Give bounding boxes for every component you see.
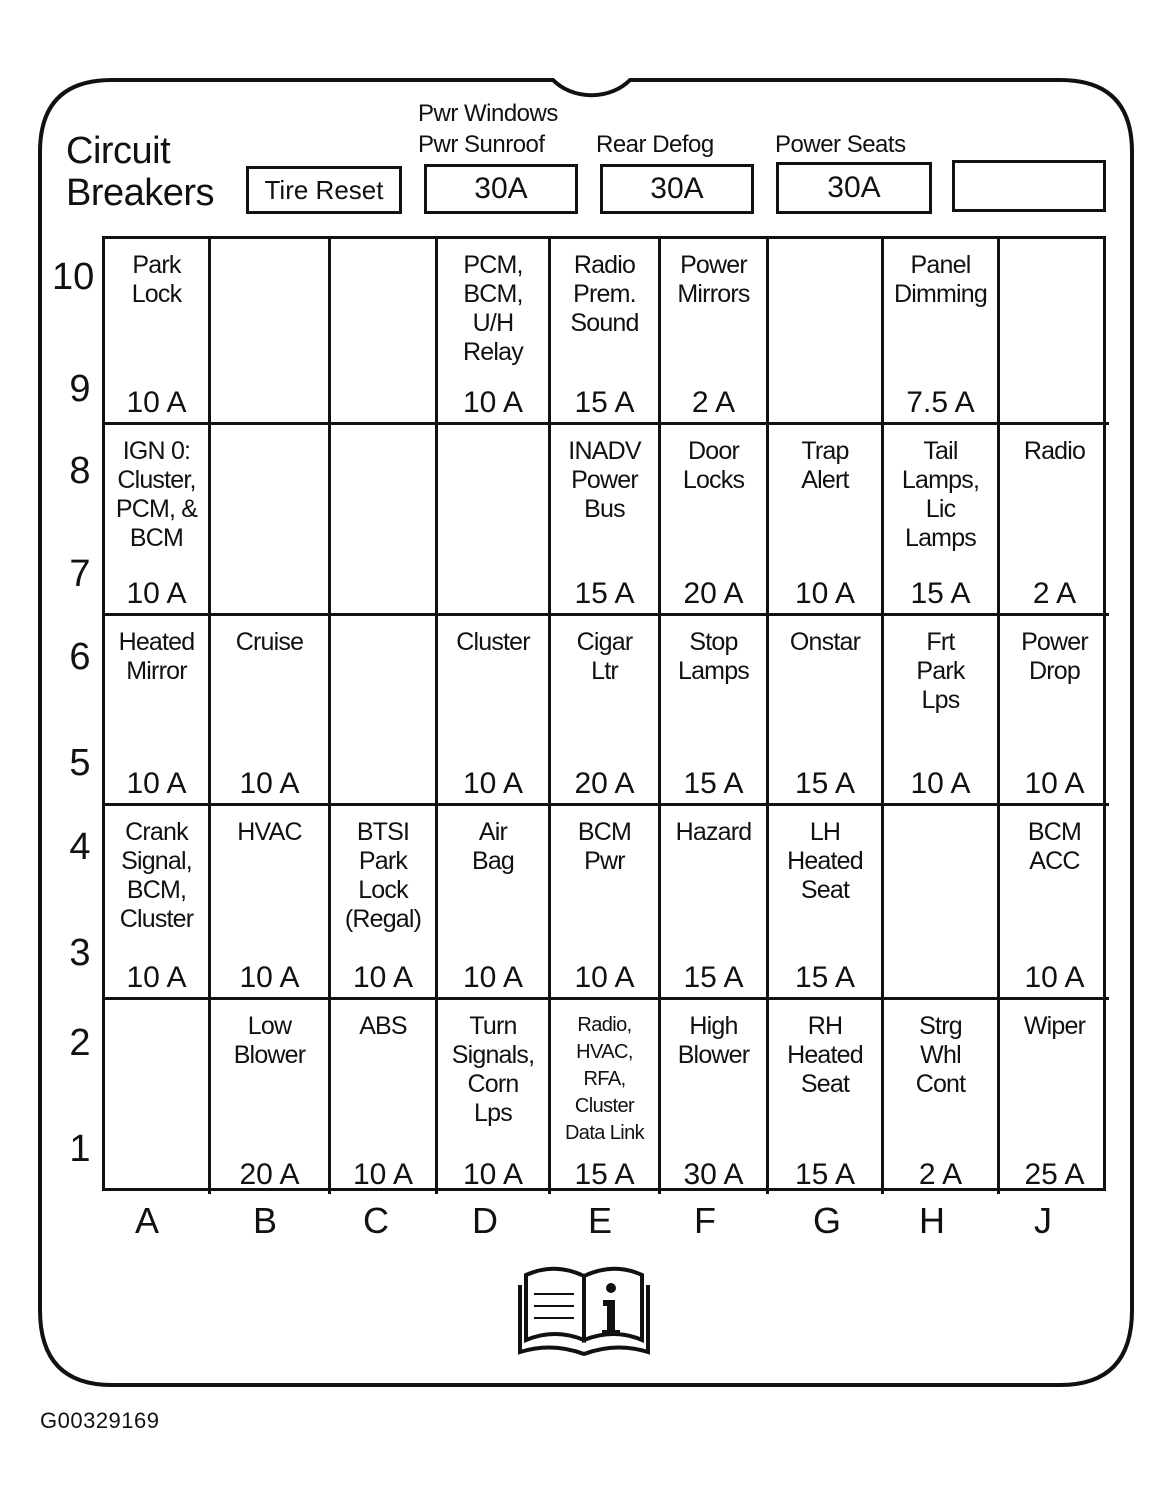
fuse-amperage: 10 A xyxy=(462,386,524,419)
fuse-amperage: 10 A xyxy=(574,961,635,994)
fuse-cell-g-1 xyxy=(769,239,884,425)
fuse-cell-h-4 xyxy=(884,806,1000,1000)
breaker-label-pwr-windows: Pwr Windows Pwr Sunroof xyxy=(418,100,558,158)
fuse-amperage: 10 A xyxy=(239,961,300,994)
fuse-amperage: 10 A xyxy=(1024,961,1085,994)
fuse-circuit-label: Power Mirrors xyxy=(677,251,750,308)
fuse-amperage: 15 A xyxy=(794,1158,856,1191)
fuse-circuit-label: Trap Alert xyxy=(801,437,849,494)
fuse-amperage: 10 A xyxy=(462,961,524,994)
fuse-amperage: 10 A xyxy=(462,1158,524,1191)
fuse-circuit-label: Low Blower xyxy=(233,1012,306,1069)
fuse-cell-c-4 xyxy=(331,806,438,1000)
fuse-circuit-label: BCM Pwr xyxy=(577,818,632,875)
fuse-cell-a-1 xyxy=(105,239,211,425)
fuse-amperage: 2 A xyxy=(918,1158,963,1191)
fuse-cell-a-5 xyxy=(105,1000,211,1194)
fuse-amperage: 20 A xyxy=(683,577,744,610)
fuse-cell-h-5 xyxy=(884,1000,1000,1194)
fuse-cell-f-3 xyxy=(661,616,769,806)
fuse-circuit-label: Panel Dimming xyxy=(893,251,988,308)
fuse-circuit-label: Onstar xyxy=(789,628,861,656)
owners-manual-info-icon xyxy=(520,1269,648,1354)
row-number-4: 4 xyxy=(69,826,91,868)
fuse-circuit-label: Turn Signals, Corn Lps xyxy=(451,1012,535,1127)
fuse-cell-d-3 xyxy=(438,616,551,806)
fuse-circuit-label: INADV Power Bus xyxy=(568,437,641,523)
row-number-2: 2 xyxy=(69,1022,91,1064)
fuse-circuit-label: Crank Signal, BCM, Cluster xyxy=(119,818,194,933)
row-number-8: 8 xyxy=(69,450,91,492)
fuse-circuit-label: High Blower xyxy=(677,1012,750,1069)
fuse-cell-a-3 xyxy=(105,616,211,806)
row-number-1: 1 xyxy=(69,1128,91,1170)
breaker-label-power-seats: Power Seats xyxy=(775,131,906,158)
fuse-circuit-label: RH Heated Seat xyxy=(787,1012,863,1098)
fuse-amperage: 10 A xyxy=(910,767,971,800)
fuse-circuit-label: Cluster xyxy=(456,628,530,656)
fuse-cell-a-4 xyxy=(105,806,211,1000)
column-letter-e: E xyxy=(588,1200,613,1241)
fuse-cell-f-2 xyxy=(661,425,769,616)
fuse-cell-d-1 xyxy=(438,239,551,425)
fuse-amperage: 10 A xyxy=(239,767,300,800)
fuse-amperage: 15 A xyxy=(574,577,635,610)
fuse-circuit-label: Air Bag xyxy=(471,818,515,875)
breaker-label-rear-defog: Rear Defog xyxy=(596,131,714,158)
fuse-amperage: 10 A xyxy=(462,767,524,800)
fuse-amperage: 15 A xyxy=(794,767,856,800)
column-letter-b: B xyxy=(253,1200,278,1241)
fuse-cell-d-4 xyxy=(438,806,551,1000)
fuse-cell-f-4 xyxy=(661,806,769,1000)
column-letter-a: A xyxy=(135,1200,160,1241)
row-number-7: 7 xyxy=(69,553,91,595)
fuse-circuit-label: Park Lock xyxy=(131,251,182,308)
column-letter-g: G xyxy=(813,1200,842,1241)
column-letter-c: C xyxy=(363,1200,389,1241)
breaker-pwr-windows: 30A xyxy=(424,164,578,214)
fuse-cell-c-1 xyxy=(331,239,438,425)
fuse-cell-j-3 xyxy=(1000,616,1109,806)
fuse-circuit-label: PCM, BCM, U/H Relay xyxy=(463,251,523,366)
fuse-circuit-label: Stop Lamps xyxy=(677,628,750,685)
fuse-circuit-label: Hazard xyxy=(675,818,752,846)
fuse-circuit-label: BTSI Park Lock (Regal) xyxy=(344,818,422,933)
fuse-amperage: 15 A xyxy=(683,767,744,800)
row-number-5: 5 xyxy=(69,742,91,784)
fuse-cell-g-2 xyxy=(769,425,884,616)
fuse-amperage: 30 A xyxy=(683,1158,744,1191)
column-letter-d: D xyxy=(472,1200,498,1241)
fuse-cell-b-4 xyxy=(211,806,331,1000)
fuse-circuit-label: Heated Mirror xyxy=(118,628,195,685)
fuse-amperage: 7.5 A xyxy=(906,386,975,419)
row-number-6: 6 xyxy=(69,636,91,678)
breaker-tire-reset: Tire Reset xyxy=(246,166,402,214)
fuse-cell-e-4 xyxy=(551,806,661,1000)
fuse-circuit-label: Cigar Ltr xyxy=(576,628,633,685)
fuse-cell-b-5 xyxy=(211,1000,331,1194)
fuse-grid xyxy=(102,236,1106,1191)
fuse-cell-e-2 xyxy=(551,425,661,616)
fuse-cell-d-5 xyxy=(438,1000,551,1194)
fuse-cell-f-1 xyxy=(661,239,769,425)
fuse-amperage: 10 A xyxy=(126,961,187,994)
breaker-power-seats: 30A xyxy=(776,162,932,214)
breaker-rear-defog: 30A xyxy=(600,164,754,214)
fuse-amperage: 10 A xyxy=(794,577,856,610)
column-letter-h: H xyxy=(919,1200,945,1241)
fuse-circuit-label: Door Locks xyxy=(682,437,745,494)
fuse-cell-c-2 xyxy=(331,425,438,616)
figure-code: G00329169 xyxy=(40,1408,160,1433)
column-letter-j: J xyxy=(1034,1200,1052,1241)
breaker-empty xyxy=(952,160,1106,212)
fuse-cell-f-5 xyxy=(661,1000,769,1194)
fuse-cell-b-1 xyxy=(211,239,331,425)
fuse-cell-e-3 xyxy=(551,616,661,806)
fuse-cell-g-5 xyxy=(769,1000,884,1194)
fuse-amperage: 15 A xyxy=(794,961,856,994)
fuse-amperage: 20 A xyxy=(574,767,635,800)
fuse-amperage: 2 A xyxy=(1032,577,1077,610)
fuse-cell-j-4 xyxy=(1000,806,1109,1000)
fuse-cell-h-1 xyxy=(884,239,1000,425)
fuse-cell-g-3 xyxy=(769,616,884,806)
fuse-amperage: 20 A xyxy=(239,1158,300,1191)
fuse-cell-j-1 xyxy=(1000,239,1109,425)
fuse-circuit-label: Wiper xyxy=(1023,1012,1086,1040)
fuse-cell-g-4 xyxy=(769,806,884,1000)
fuse-circuit-label: LH Heated Seat xyxy=(787,818,863,904)
fuse-cell-d-2 xyxy=(438,425,551,616)
fuse-amperage: 2 A xyxy=(691,386,736,419)
fuse-circuit-label: ABS xyxy=(359,1012,407,1040)
fuse-cell-j-2 xyxy=(1000,425,1109,616)
fuse-amperage: 10 A xyxy=(1024,767,1085,800)
fuse-amperage: 25 A xyxy=(1024,1158,1085,1191)
fuse-circuit-label: Strg Whl Cont xyxy=(915,1012,966,1098)
fuse-circuit-label: Tail Lamps, Lic Lamps xyxy=(901,437,980,552)
row-number-10: 10 xyxy=(52,256,95,298)
fuse-cell-c-3 xyxy=(331,616,438,806)
fuse-circuit-label: Cruise xyxy=(235,628,304,656)
fuse-cell-h-3 xyxy=(884,616,1000,806)
column-letter-f: F xyxy=(694,1200,716,1241)
fuse-cell-c-5 xyxy=(331,1000,438,1194)
fuse-amperage: 10 A xyxy=(352,961,414,994)
fuse-amperage: 15 A xyxy=(574,1158,635,1191)
fuse-cell-b-2 xyxy=(211,425,331,616)
fuse-cell-j-5 xyxy=(1000,1000,1109,1194)
fuse-amperage: 10 A xyxy=(126,386,187,419)
row-number-3: 3 xyxy=(69,932,91,974)
fuse-cell-e-5 xyxy=(551,1000,661,1194)
fuse-circuit-label: Radio, HVAC, RFA, Cluster Data Link xyxy=(564,1014,645,1144)
fuse-cell-a-2 xyxy=(105,425,211,616)
fuse-circuit-label: Radio Prem. Sound xyxy=(570,251,639,337)
fuse-circuit-label: Radio xyxy=(1023,437,1086,465)
fuse-cell-b-3 xyxy=(211,616,331,806)
fuse-circuit-label: BCM ACC xyxy=(1027,818,1082,875)
fuse-amperage: 15 A xyxy=(574,386,635,419)
fuse-circuit-label: HVAC xyxy=(237,818,302,846)
fuse-amperage: 15 A xyxy=(683,961,744,994)
fuse-circuit-label: Power Drop xyxy=(1021,628,1088,685)
fuse-amperage: 10 A xyxy=(126,767,187,800)
fuse-amperage: 10 A xyxy=(352,1158,414,1191)
fuse-circuit-label: Frt Park Lps xyxy=(916,628,965,714)
fuse-amperage: 15 A xyxy=(910,577,971,610)
fuse-circuit-label: IGN 0: Cluster, PCM, & BCM xyxy=(115,437,198,552)
row-number-9: 9 xyxy=(69,368,91,410)
circuit-breakers-title: Circuit Breakers xyxy=(66,130,215,214)
fuse-cell-e-1 xyxy=(551,239,661,425)
fuse-cell-h-2 xyxy=(884,425,1000,616)
fuse-amperage: 10 A xyxy=(126,577,187,610)
